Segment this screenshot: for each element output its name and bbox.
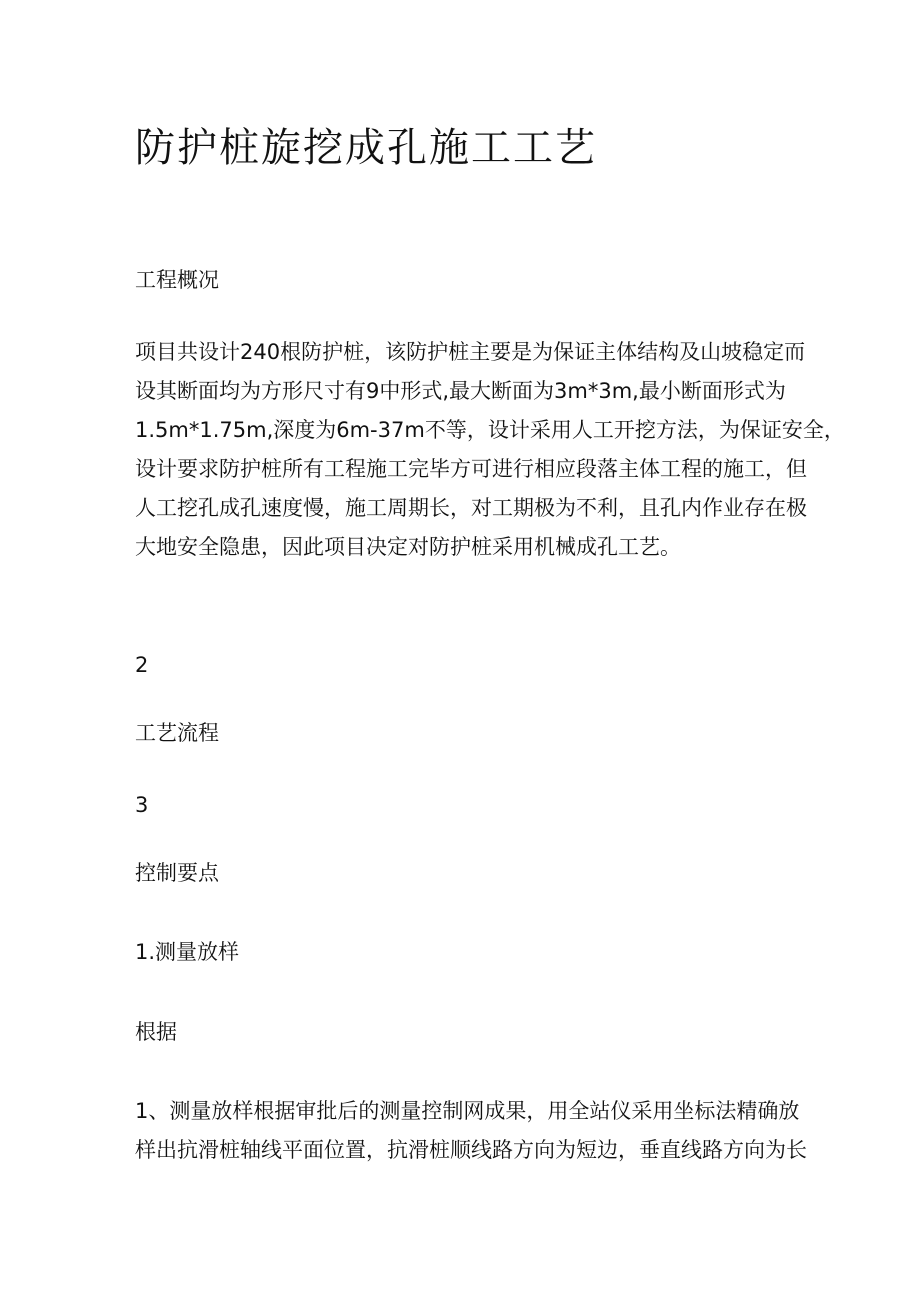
section-heading-process: 工艺流程 (135, 721, 219, 745)
survey-line: 1、测量放样根据审批后的测量控制网成果，用全站仪采用坐标法精确放 (135, 1099, 800, 1123)
subsection-heading-basis: 根据 (135, 1020, 177, 1044)
section-heading-overview: 工程概况 (135, 268, 219, 292)
section-number-3: 3 (135, 793, 149, 817)
overview-line: 人工挖孔成孔速度慢，施工周期长，对工期极为不利，且孔内作业存在极 (135, 496, 807, 520)
overview-line: 大地安全隐患，因此项目决定对防护桩采用机械成孔工艺。 (135, 535, 681, 559)
overview-line: 1.5m*1.75m,深度为6m-37m不等，设计采用人工开挖方法，为保证安全， (135, 418, 845, 442)
section-number-2: 2 (135, 653, 149, 677)
overview-line: 设其断面均为方形尺寸有9中形式,最大断面为3m*3m,最小断面形式为 (135, 379, 786, 403)
survey-line: 样出抗滑桩轴线平面位置，抗滑桩顺线路方向为短边，垂直线路方向为长 (135, 1138, 807, 1162)
document-title: 防护桩旋挖成孔施工工艺 (135, 125, 597, 171)
subsection-heading-survey: 1.测量放样 (135, 940, 240, 964)
section-heading-control: 控制要点 (135, 861, 219, 885)
overview-line: 项目共设计240根防护桩，该防护桩主要是为保证主体结构及山坡稳定而 (135, 340, 806, 364)
overview-line: 设计要求防护桩所有工程施工完毕方可进行相应段落主体工程的施工，但 (135, 457, 807, 481)
overview-paragraph (135, 338, 845, 572)
survey-paragraph (135, 1097, 807, 1175)
